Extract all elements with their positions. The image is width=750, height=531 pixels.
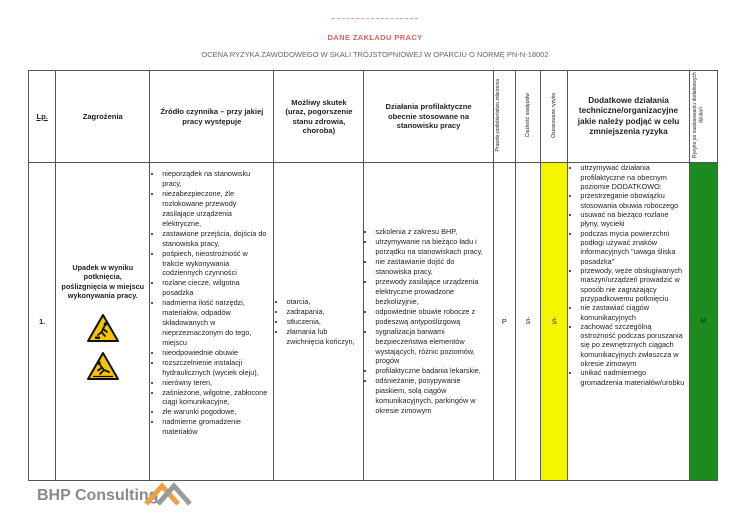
column-header-additional: Dodatkowe działania techniczne/organizacyjne jakie należy podjąć w celu zmniejszenia ryzyka bbox=[568, 71, 689, 163]
list-item: • zadrapania, bbox=[286, 307, 359, 317]
list-item: • stłuczenia, bbox=[286, 317, 359, 327]
prevention-list bbox=[364, 227, 492, 416]
list-item: • odśnieżanie, posypywanie piaskiem, solą ciągów komunikacyjnych, parkingów w okresie zimowym bbox=[375, 376, 489, 416]
risk-value: Ś bbox=[541, 163, 568, 481]
list-item: • odpowiednie obuwie robocze z podeszwą antypoślizgową bbox=[375, 307, 489, 327]
list-item: • rozlane ciecze, wilgotna posadzka bbox=[162, 278, 269, 298]
brand-logo-icon bbox=[144, 482, 194, 506]
column-header-effect: Możliwy skutek (uraz, pogorszenie stanu zdrowia, choroba) bbox=[274, 71, 364, 163]
column-header-severity: Ciężkość następstw bbox=[515, 71, 540, 163]
column-header-source: Źródło czynnika – przy jakiej pracy występuje bbox=[150, 71, 274, 163]
list-item: • przewody zasilające urządzenia elektryczne prowadzone bezkolizyjnie, bbox=[375, 277, 489, 307]
list-item: • nierówny teren, bbox=[162, 378, 269, 388]
additional-actions-cell bbox=[568, 163, 689, 481]
company-data-header: DANE ZAKŁADU PRACY bbox=[327, 33, 423, 42]
residual-risk-value: M bbox=[689, 163, 717, 481]
slip-hazard-icon bbox=[86, 351, 120, 381]
list-item: • niezabezpieczone, źle rozlokowane przewody zasilające urządzenia elektryczne, bbox=[162, 189, 269, 229]
list-item: • zastawione przejścia, dojścia do stanowiska pracy, bbox=[162, 229, 269, 249]
list-item: • sygnalizacja barwami bezpieczeństwa elementów wystających, różnic poziomów, progów bbox=[375, 327, 489, 367]
brand-footer bbox=[37, 486, 194, 506]
column-header-risk: Oszacowane ryzyko bbox=[541, 71, 568, 163]
effect-list bbox=[274, 297, 363, 347]
hazard-text: Upadek w wyniku potknięcia, poślizgnięcia w miejscu wykonywania pracy. bbox=[61, 262, 145, 301]
column-header-prevention: Działania profilaktyczne obecnie stosowane na stanowisku pracy bbox=[364, 71, 493, 163]
effect-cell bbox=[274, 163, 364, 481]
list-item: • podczas mycia powierzchni podłogi używać znaków informacyjnych "uwaga śliska posadzka" bbox=[580, 229, 684, 266]
list-item: • nieodpowiednie obuwie bbox=[162, 348, 269, 358]
prevention-cell bbox=[364, 163, 493, 481]
list-item: • szkolenia z zakresu BHP, bbox=[375, 227, 489, 237]
list-item: • nadmierne gromadzenie materiałów bbox=[162, 417, 269, 437]
brand-name: BHP Consulting bbox=[37, 487, 159, 504]
list-item: • nieporządek na stanowisku pracy, bbox=[162, 169, 269, 189]
document-subtitle: OCENA RYZYKA ZAWODOWEGO W SKALI TRÓJSTOPNIOWEJ W OPARCIU O NORMĘ PN-N-18002 bbox=[201, 50, 549, 59]
list-item: • nie zastawianie dojść do stanowiska pracy, bbox=[375, 257, 489, 277]
list-item: • utrzymywanie na bieżąco ładu i porządku na stanowiskach pracy, bbox=[375, 237, 489, 257]
list-item: • nadmierna ilość narzędzi, materiałów, odpadów składowanych w nieprzeznaczonym do tego, miejscu bbox=[162, 298, 269, 348]
severity-value: Ś bbox=[515, 163, 540, 481]
list-item: • przewody, węże obsługiwanych maszyn/urządzeń prowadzić w sposób nie zagrażający przypadkowemu potknięciu bbox=[580, 266, 684, 303]
row-number: 1. bbox=[29, 163, 56, 481]
list-item: • przestrzeganie obowiązku stosowania obuwia roboczego bbox=[580, 191, 684, 210]
list-item: • profilaktyczne badania lekarskie, bbox=[375, 366, 489, 376]
hazard-icons bbox=[56, 313, 149, 381]
table-row bbox=[29, 163, 718, 481]
list-item: • rozszczelnienie instalacji hydraulicznych (wyciek oleju), bbox=[162, 358, 269, 378]
column-header-hazards: Zagrożenia bbox=[56, 71, 150, 163]
list-item: • otarcia, bbox=[286, 297, 359, 307]
list-item: • złe warunki pogodowe, bbox=[162, 407, 269, 417]
column-header-probability: Prawdo-podobieństwo zdarzenia bbox=[493, 71, 515, 163]
list-item: • złamania lub zwichnięcia kończyn, bbox=[286, 327, 359, 347]
column-header-residual: Ryzyko po zastosowaniu dodatkowych działań bbox=[689, 71, 717, 163]
column-header-lp: Lp. bbox=[29, 71, 56, 163]
list-item: • usuwać na bieżąco rozlane płyny, wycieki bbox=[580, 210, 684, 229]
list-item: • nie zastawiać ciągów komunikacyjnych bbox=[580, 303, 684, 322]
list-item: • zachować szczególną ostrożność podczas poruszania się po zewnętrznych ciągach komunikacyjnych zwłaszcza w okresie zimowym bbox=[580, 322, 684, 369]
source-cell bbox=[150, 163, 274, 481]
table-header-row bbox=[29, 71, 718, 163]
list-item: • unikać nadmiernego gromadzenia materiałów/urobku bbox=[580, 368, 684, 387]
list-item: • utrzymywać działania profilaktyczne na obecnym poziomie DODATKOWO: bbox=[580, 163, 684, 191]
decorative-dashed-line bbox=[332, 18, 418, 19]
trip-hazard-icon bbox=[86, 313, 120, 343]
hazard-cell bbox=[56, 163, 150, 481]
risk-assessment-table bbox=[28, 70, 718, 481]
probability-value: P bbox=[493, 163, 515, 481]
list-item: • pośpiech, nieostrożność w trakcie wykonywania codziennych czynności bbox=[162, 249, 269, 279]
source-list bbox=[150, 169, 273, 437]
additional-actions-list bbox=[568, 163, 688, 387]
list-item: • zaśnieżone, wilgotne, zabłocone ciągi komunikacyjne, bbox=[162, 388, 269, 408]
